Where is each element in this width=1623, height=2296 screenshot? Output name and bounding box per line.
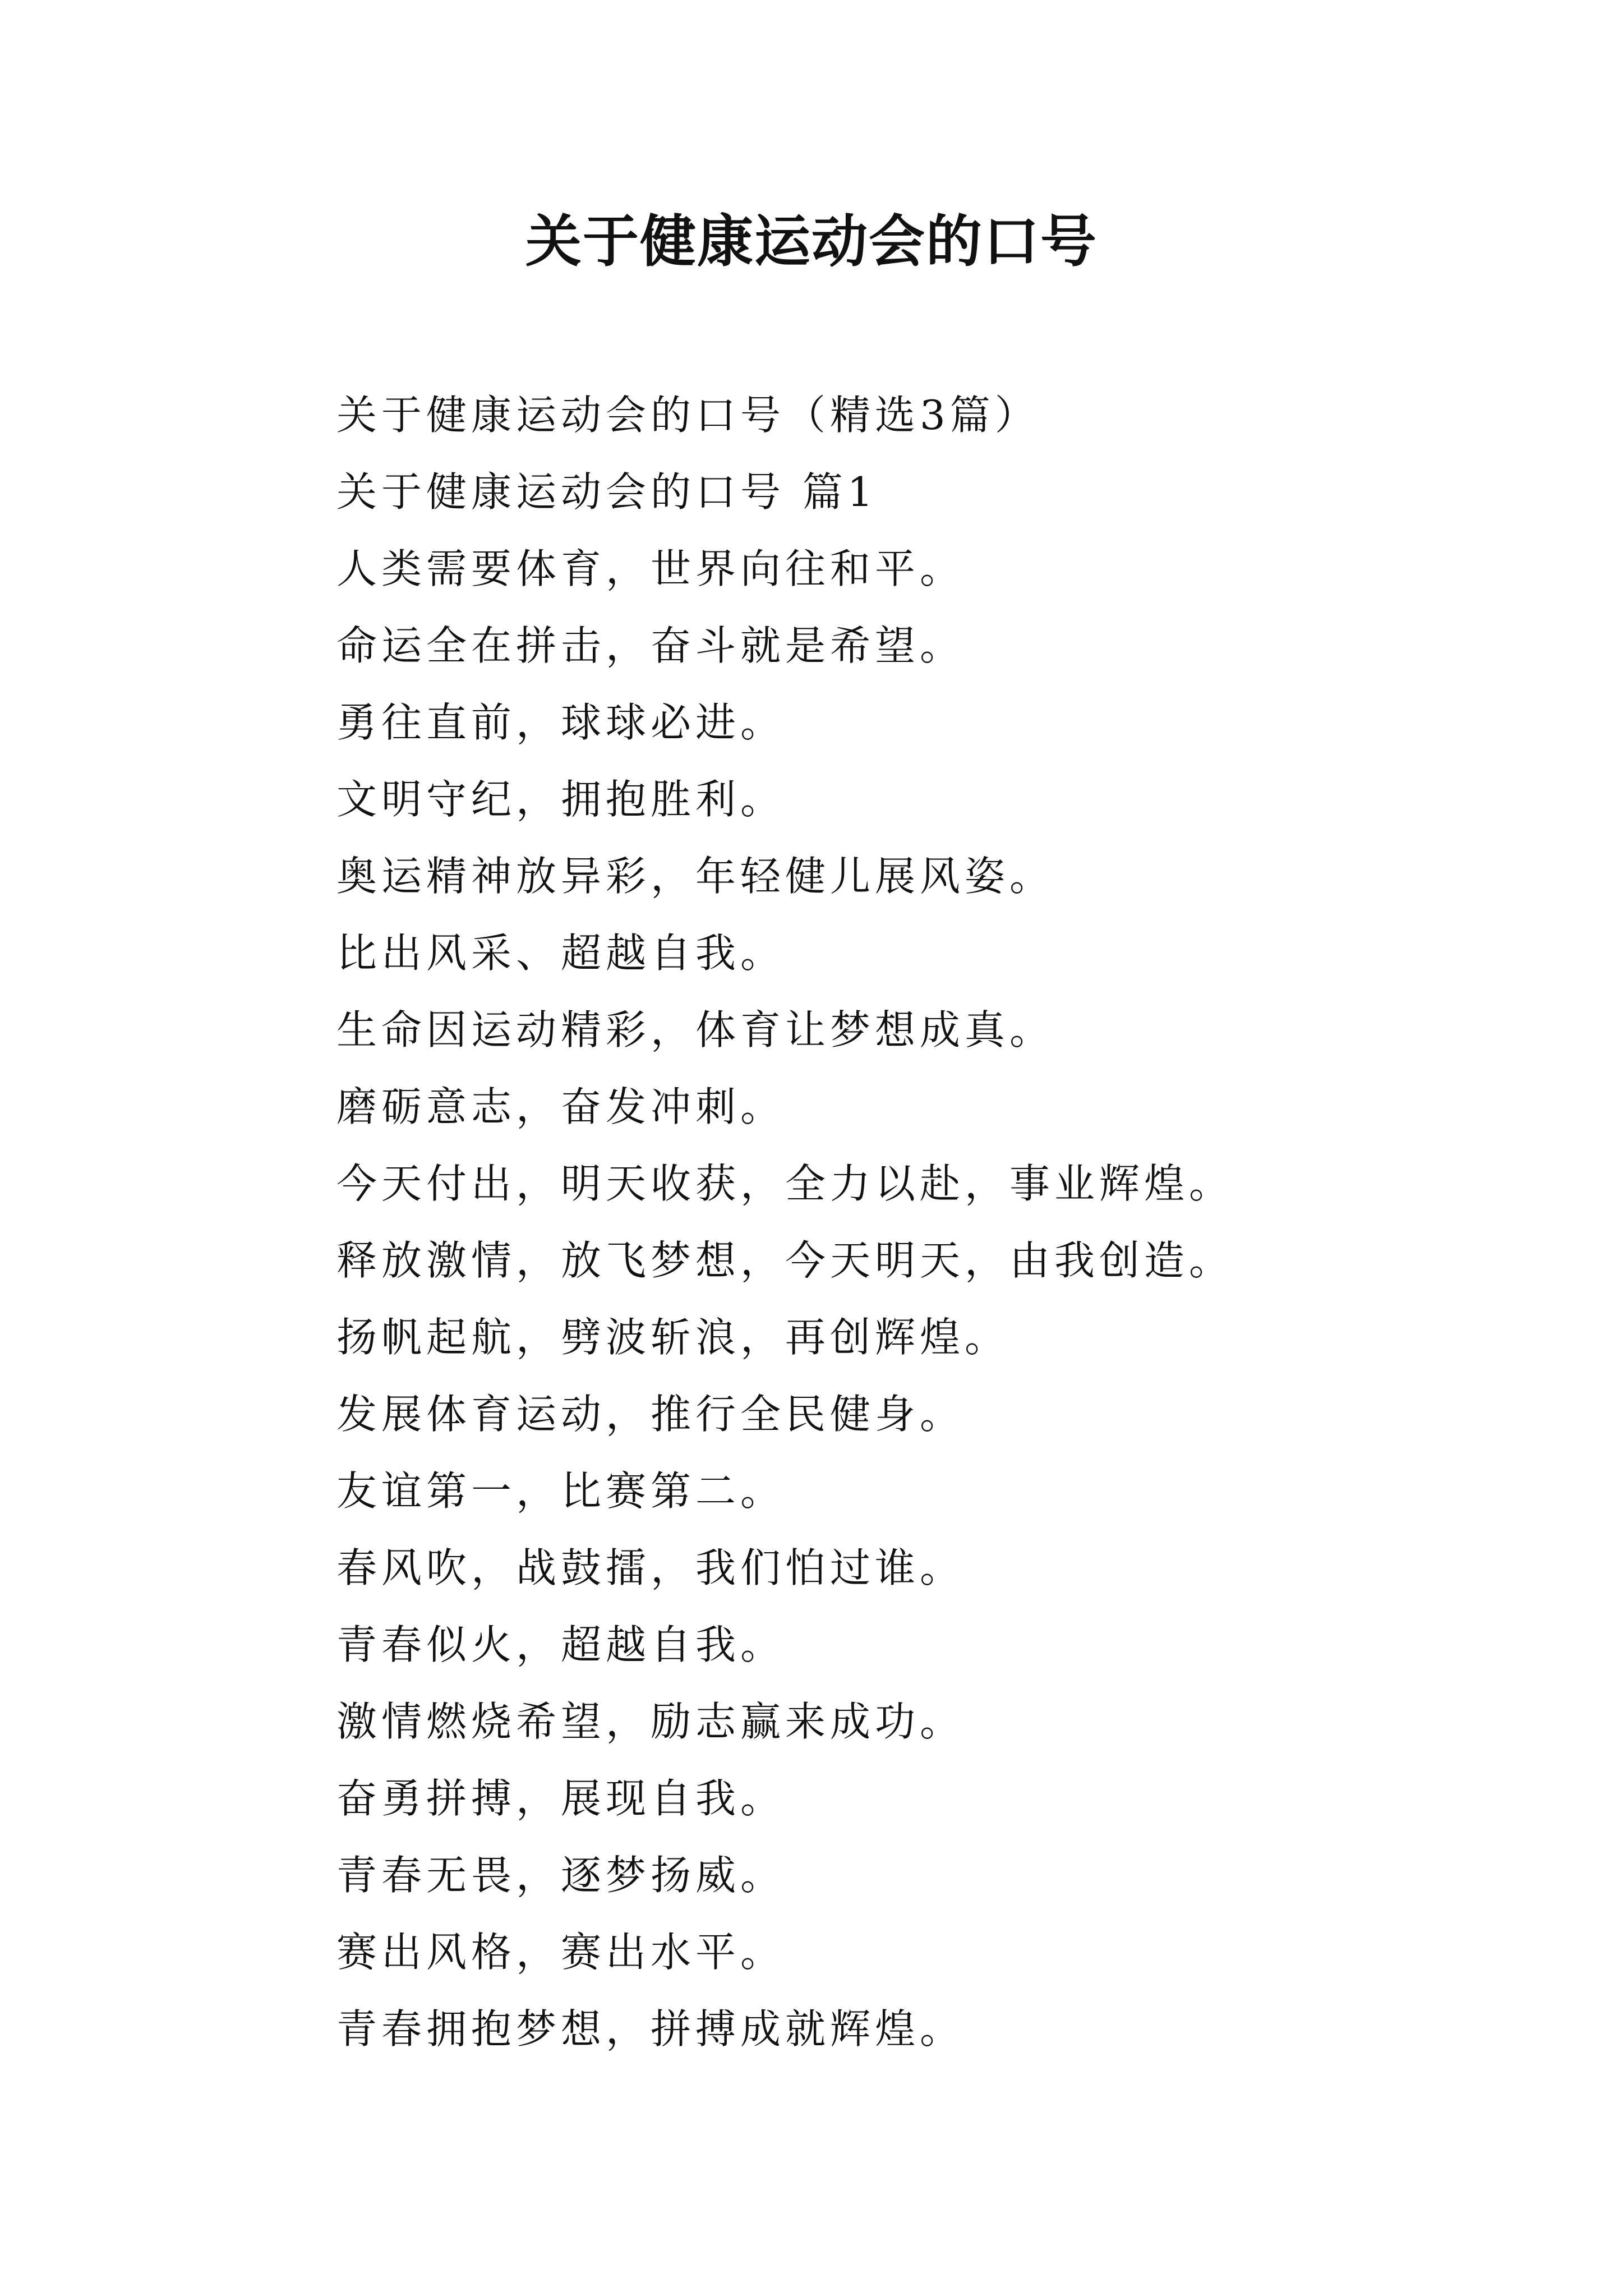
slogan-line: 青春无畏，逐梦扬威。 <box>336 1852 786 1899</box>
slogan-line: 文明守纪，拥抱胜利。 <box>336 776 786 823</box>
slogan-line: 赛出风格，赛出水平。 <box>336 1929 786 1976</box>
slogan-line: 比出风采、超越自我。 <box>336 930 786 977</box>
slogan-line: 人类需要体育，世界向往和平。 <box>336 545 965 592</box>
slogan-line: 磨砺意志，奋发冲刺。 <box>336 1083 786 1130</box>
slogan-list <box>336 377 1570 2068</box>
slogan-line: 奋勇拼搏，展现自我。 <box>336 1775 786 1822</box>
slogan-line: 春风吹，战鼓擂，我们怕过谁。 <box>336 1544 965 1591</box>
slogan-line: 激情燃烧希望，励志赢来成功。 <box>336 1698 965 1745</box>
slogan-line: 释放激情，放飞梦想，今天明天，由我创造。 <box>336 1237 1234 1284</box>
slogan-line: 今天付出，明天收获，全力以赴，事业辉煌。 <box>336 1160 1234 1207</box>
slogan-line: 勇往直前，球球必进。 <box>336 699 786 746</box>
slogan-line: 友谊第一，比赛第二。 <box>336 1467 786 1515</box>
section-heading: 关于健康运动会的口号 篇1 <box>336 468 878 516</box>
slogan-line: 青春拥抱梦想，拼搏成就辉煌。 <box>336 2005 965 2053</box>
slogan-line: 发展体育运动，推行全民健身。 <box>336 1391 965 1438</box>
slogan-line: 命运全在拼击，奋斗就是希望。 <box>336 622 965 669</box>
slogan-line: 生命因运动精彩，体育让梦想成真。 <box>336 1006 1055 1053</box>
slogan-line: 奥运精神放异彩，年轻健儿展风姿。 <box>336 853 1055 900</box>
subtitle-line: 关于健康运动会的口号（精选3篇） <box>336 392 1040 439</box>
slogan-line: 青春似火，超越自我。 <box>336 1621 786 1668</box>
document-title: 关于健康运动会的口号 <box>525 208 1098 274</box>
slogan-line: 扬帆起航，劈波斩浪，再创辉煌。 <box>336 1314 1010 1361</box>
